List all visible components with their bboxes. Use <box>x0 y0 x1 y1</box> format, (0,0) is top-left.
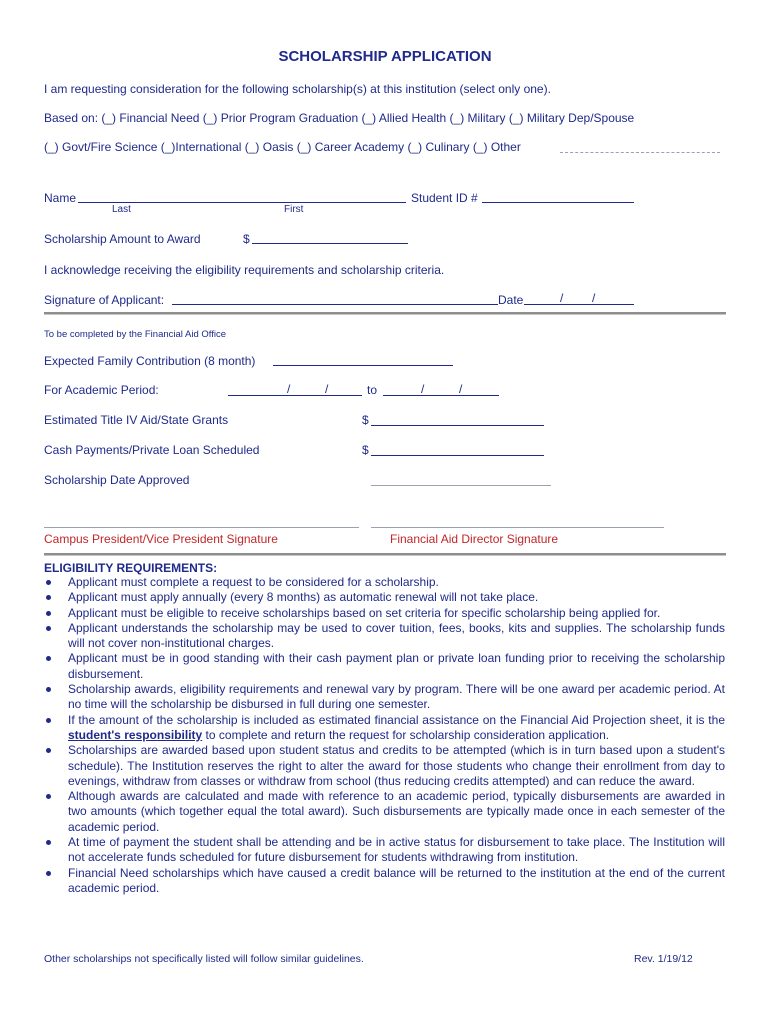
revision-label: Rev. 1/19/12 <box>634 953 693 965</box>
date-sep-2: / <box>592 291 596 305</box>
amount-field[interactable] <box>252 243 408 244</box>
acknowledge-text: I acknowledge receiving the eligibility requirements and scholarship criteria. <box>44 263 445 277</box>
approved-label: Scholarship Date Approved <box>44 473 190 487</box>
grants-field[interactable] <box>371 425 544 426</box>
amount-currency: $ <box>243 232 250 246</box>
based-on-options[interactable]: Based on: (_) Financial Need (_) Prior Program Graduation (_) Allied Health (_) Military (_) Military Dep/Spouse <box>44 111 635 125</box>
efc-field[interactable] <box>273 365 453 366</box>
list-item: Scholarships are awarded based upon student status and credits to be attempted (which is in turn based upon a student's schedule). The Institution reserves the right to alter the award for those students who change their enrollment from day to evenings, withdraw from classes or withdraw from school (thus reducing credits attempted) and can reduce the award. <box>44 743 725 789</box>
bullet-icon <box>46 748 51 753</box>
period-start-field[interactable] <box>228 395 362 396</box>
date-field[interactable] <box>524 304 634 305</box>
intro-text: I am requesting consideration for the following scholarship(s) at this institution (select only one). <box>44 82 551 96</box>
list-item: If the amount of the scholarship is included as estimated financial assistance on the Financial Aid Projection sheet, it is the student's responsibility to complete and return the request for scholarship consideration application. <box>44 713 725 744</box>
cash-field[interactable] <box>371 455 544 456</box>
director-signature-label: Financial Aid Director Signature <box>390 532 559 546</box>
grants-label: Estimated Title IV Aid/State Grants <box>44 413 229 427</box>
approved-field[interactable] <box>371 485 551 486</box>
office-note: To be completed by the Financial Aid Office <box>44 329 227 340</box>
scholarship-options[interactable]: (_) Govt/Fire Science (_)International (_) Oasis (_) Career Academy (_) Culinary (_) Other <box>44 140 521 154</box>
bullet-icon <box>46 871 51 876</box>
list-item: Applicant must be in good standing with their cash payment plan or private loan funding prior to receiving the scholarship disbursement. <box>44 651 725 682</box>
amount-label: Scholarship Amount to Award <box>44 232 201 246</box>
bullet-icon <box>46 718 51 723</box>
bullet-icon <box>46 687 51 692</box>
bullet-icon <box>46 611 51 616</box>
period-label: For Academic Period: <box>44 383 159 397</box>
period-end-field[interactable] <box>383 395 499 396</box>
period-sep-1: / <box>287 382 291 396</box>
section-divider-1 <box>44 312 726 315</box>
list-item: Applicant must apply annually (every 8 months) as automatic renewal will not take place. <box>44 590 725 605</box>
list-item: Applicant must complete a request to be considered for a scholarship. <box>44 575 725 590</box>
eligibility-heading: ELIGIBILITY REQUIREMENTS: <box>44 561 218 575</box>
other-blank-line[interactable] <box>560 152 720 153</box>
section-divider-2 <box>44 553 726 556</box>
campus-signature-label: Campus President/Vice President Signature <box>44 532 278 546</box>
student-id-field[interactable] <box>482 202 634 203</box>
list-item: Applicant understands the scholarship may be used to cover tuition, fees, books, kits and supplies. The scholarship funds will not cover non-institutional charges. <box>44 621 725 652</box>
campus-signature-line[interactable] <box>44 527 359 528</box>
name-first-caption: First <box>284 204 304 215</box>
student-responsibility-emphasis: student's responsibility <box>68 727 203 742</box>
bullet-icon <box>46 794 51 799</box>
grants-currency: $ <box>362 413 369 427</box>
period-sep-4: / <box>459 382 463 396</box>
bullet-icon <box>46 580 51 585</box>
date-sep-1: / <box>560 291 564 305</box>
name-field[interactable] <box>78 202 406 203</box>
requirements-list <box>44 575 725 896</box>
name-last-caption: Last <box>112 204 131 215</box>
signature-label: Signature of Applicant: <box>44 293 165 307</box>
date-label: Date <box>498 293 524 307</box>
cash-currency: $ <box>362 443 369 457</box>
period-to: to <box>367 383 378 397</box>
efc-label: Expected Family Contribution (8 month) <box>44 354 256 368</box>
bullet-icon <box>46 626 51 631</box>
director-signature-line[interactable] <box>371 527 664 528</box>
footer-note: Other scholarships not specifically listed will follow similar guidelines. <box>44 953 364 965</box>
student-id-label: Student ID # <box>411 191 478 205</box>
period-sep-2: / <box>325 382 329 396</box>
list-item: Although awards are calculated and made with reference to an academic period, typically disbursements are awarded in two amounts (which together equal the total award). Such disbursements are typically made once in each semester of the academic period. <box>44 789 725 835</box>
bullet-icon <box>46 840 51 845</box>
list-item: Financial Need scholarships which have caused a credit balance will be returned to the institution at the end of the current academic period. <box>44 866 725 897</box>
list-item: Applicant must be eligible to receive scholarships based on set criteria for specific scholarship being applied for. <box>44 606 725 621</box>
name-label: Name <box>44 191 77 205</box>
bullet-icon <box>46 595 51 600</box>
list-item: Scholarship awards, eligibility requirements and renewal vary by program. There will be one award per academic period. At no time will the scholarship be disbursed in full during one semester. <box>44 682 725 713</box>
cash-label: Cash Payments/Private Loan Scheduled <box>44 443 260 457</box>
signature-field[interactable] <box>172 304 498 305</box>
period-sep-3: / <box>421 382 425 396</box>
bullet-icon <box>46 656 51 661</box>
page-title: SCHOLARSHIP APPLICATION <box>278 48 492 65</box>
list-item: At time of payment the student shall be attending and be in active status for disbursement to take place. The Institution will not accelerate funds scheduled for future disbursement for students withdrawing from institution. <box>44 835 725 866</box>
